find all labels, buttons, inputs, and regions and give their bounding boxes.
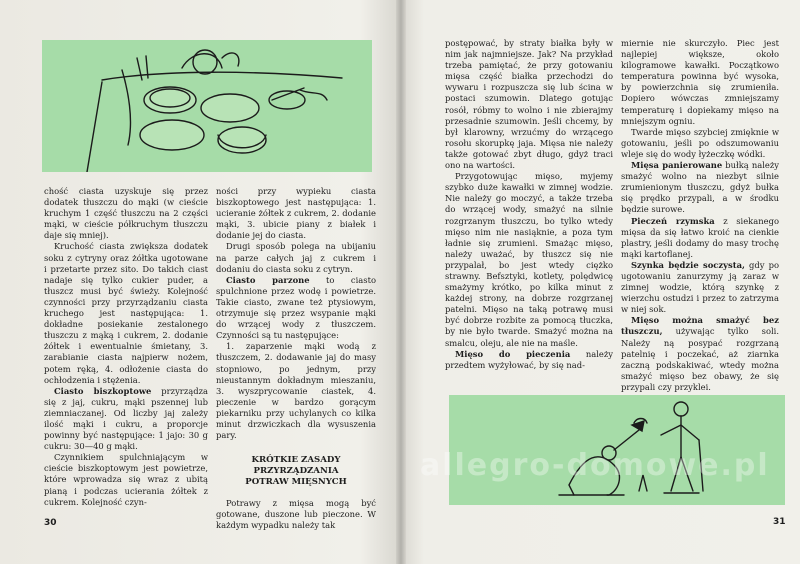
kitchen-table-drawing bbox=[42, 40, 372, 172]
term-bold: Pieczeń rzymska bbox=[631, 215, 715, 226]
paragraph-text: należy przedtem wyżyłować, by się nad- bbox=[445, 348, 613, 370]
term-bold: Mięsa panierowane bbox=[631, 160, 723, 171]
term-bold: Mięso do pieczenia bbox=[455, 348, 571, 359]
paragraph: miernie nie skurczyło. Piec jest najlepiej większe, około kilogramowe kawałki. Początkowo temperatura powinna być wysoka, by powierzchnia się zrumieniła. Dopiero wówczas zmniejszamy temperaturę i dopiekamy mięso na mniejszym ogniu. bbox=[621, 38, 779, 126]
paragraph: chość ciasta uzyskuje się przez dodatek tłuszczu do mąki (w cieście kruchym 1 część tłuszczu na 2 części mąki, w cieście półkruchym tłuszczu daje się mniej). bbox=[44, 186, 208, 241]
left-column-1 bbox=[44, 186, 208, 508]
heading-line: POTRAW MIĘSNYCH bbox=[245, 477, 347, 488]
paragraph: Czynnikiem spulchniającym w cieście biszkoptowym jest powietrze, które wprowadza się wraz z ubitą pianą i podczas ucierania żółtek z cukrem. Kolejność czyn- bbox=[44, 452, 208, 507]
watermark: allegro-domowe.pl bbox=[420, 448, 770, 483]
paragraph-text: przyrządza się z jaj, cukru, mąki pszennej lub ziemniaczanej. Od liczby jaj zależy ilość mąki i cukru, a proporcje powinny być następujące: 1 jajo: 30 g cukru: 30—40 g mąki. bbox=[44, 385, 208, 452]
paragraph: 1. zaparzenie mąki wodą z tłuszczem, 2. dodawanie jaj do masy stopniowo, po jednym, przy nieustannym dokładnym mieszaniu, 3. wyszprycowanie ciastek, 4. pieczenie w bardzo gorącym piekarniku przy uchylanych co kilka minut drzwiczkach dla wysuszenia pary. bbox=[216, 341, 376, 441]
paragraph-text: z siekanego mięsa da się łatwo kroić na cienkie plastry, jeśli dodamy do masy trochę mąki kartoflanej. bbox=[621, 215, 779, 259]
page-number: 30 bbox=[44, 518, 57, 528]
chef-and-figure-drawing bbox=[449, 395, 785, 505]
paragraph: postępować, by straty białka były w nim jak najmniejsze. Jak? Na przykład trzeba pamiętać, że przy gotowaniu mięsa część białka przechodzi do wywaru i rozpuszcza się lub ścina w postaci szumowin. Dlatego gotując rosół, róbmy to wolno i nie zbierajmy przesadnie szumowin. Jeśli chcemy, by był klarowny, wrzućmy do wrzącego rosołu skorupkę jaja. Mięsa nie należy także gotować zbyt długo, gdyż traci ono na wartości. bbox=[445, 38, 613, 171]
right-column-2 bbox=[621, 38, 779, 393]
paragraph-text: gdy po ugotowaniu zanurzymy ją zaraz w zimnej wodzie, którą szynkę z wierzchu ostudzi i przez to zatrzyma w niej sok. bbox=[621, 259, 780, 315]
paragraph bbox=[621, 315, 779, 393]
paragraph: Kruchość ciasta zwiększa dodatek soku z cytryny oraz żółtka ugotowane i przetarte przez sito. Do takich ciast nadaje się tylko cukier puder, a tłuszcz musi być świeży. Kolejność czynności przy przyrządzaniu ciasta kruchego jest następująca: 1. dokładne posiekanie zestalonego tłuszczu z mąką i cukrem, 2. dodanie żółtek i ewentualnie śmietany, 3. zarabianie ciasta najpierw nożem, potem ręką, 4. odłożenie ciasta do ochłodzenia i stężenia. bbox=[44, 241, 208, 385]
heading-line: PRZYRZĄDZANIA bbox=[253, 466, 339, 477]
heading-line: KRÓTKIE ZASADY bbox=[251, 455, 341, 466]
paragraph bbox=[216, 275, 376, 342]
paragraph bbox=[621, 216, 779, 260]
paragraph: ności przy wypieku ciasta biszkoptowego jest następująca: 1. ucieranie żółtek z cukrem, 2. dodanie mąki, 3. ubicie piany z białek i dodanie jej do ciasta. bbox=[216, 186, 376, 241]
paragraph bbox=[621, 260, 779, 315]
chef-illustration bbox=[449, 395, 785, 505]
paragraph-text: to ciasto spulchnione przez wodę i powietrze. Takie ciasto, zwane też ptysiowym, otrzymuje się przez wsypanie mąki do wrzącej wody z tłuszczem. Czynności są tu następujące: bbox=[216, 274, 376, 341]
table-illustration bbox=[42, 40, 372, 172]
paragraph-text: używając tylko soli. Należy ną posypać rozgrzaną patelnię i poczekać, aż ziarnka zaczną podskakiwać, wtedy można smażyć mięso bez obawy, że się przypali czy przyklei. bbox=[621, 326, 779, 392]
section-heading bbox=[216, 455, 376, 488]
term-bold: Ciasto parzone bbox=[226, 274, 310, 285]
paragraph bbox=[44, 386, 208, 453]
term-bold: Szynka będzie soczysta, bbox=[631, 259, 745, 270]
term-bold: Ciasto biszkoptowe bbox=[54, 385, 152, 396]
paragraph bbox=[445, 349, 613, 371]
term-bold: Mięso można smażyć bez tłuszczu, bbox=[621, 315, 779, 337]
right-page bbox=[405, 0, 800, 564]
paragraph-text: bułką należy smażyć wolno na niezbyt silnie zrumienionym tłuszczu, gdyż bułka się prędko przypali, a w środku będzie surowe. bbox=[621, 160, 779, 215]
left-column-2 bbox=[216, 186, 376, 531]
paragraph: Potrawy z mięsa mogą być gotowane, duszone lub pieczone. W każdym wypadku należy tak bbox=[216, 498, 376, 531]
right-column-1 bbox=[445, 38, 613, 371]
paragraph: Twarde mięso szybciej zmięknie w gotowaniu, jeśli po odszumowaniu wleje się do wody łyżeczkę wódki. bbox=[621, 126, 779, 159]
paragraph: Drugi sposób polega na ubijaniu na parze całych jaj z cukrem i dodaniu do ciasta soku z cytryn. bbox=[216, 241, 376, 274]
page-number: 31 bbox=[773, 517, 786, 527]
paragraph bbox=[621, 160, 779, 215]
paragraph: Przygotowując mięso, myjemy szybko duże kawałki w zimnej wodzie. Nie należy go moczyć, a także trzeba do wrzącej wody, smażyć na silnie rozgrzanym tłuszczu, bo tylko wtedy mięso nim nie nasiąknie, a poza tym ładnie się zrumieni. Smażąc mięso, należy uważać, by tłuszcz się nie przypalał, bo jest wtedy ciężko strawny. Befsztyki, kotlety, polędwicę smażymy krótko, po kilka minut z każdej strony, na dobrze rozgrzanej patelni. Mięso na taką potrawę musi być dobrze rozbite za pomocą tłuczka, by nie było twarde. Smażyć można na smalcu, oleju, ale nie na maśle. bbox=[445, 171, 613, 348]
